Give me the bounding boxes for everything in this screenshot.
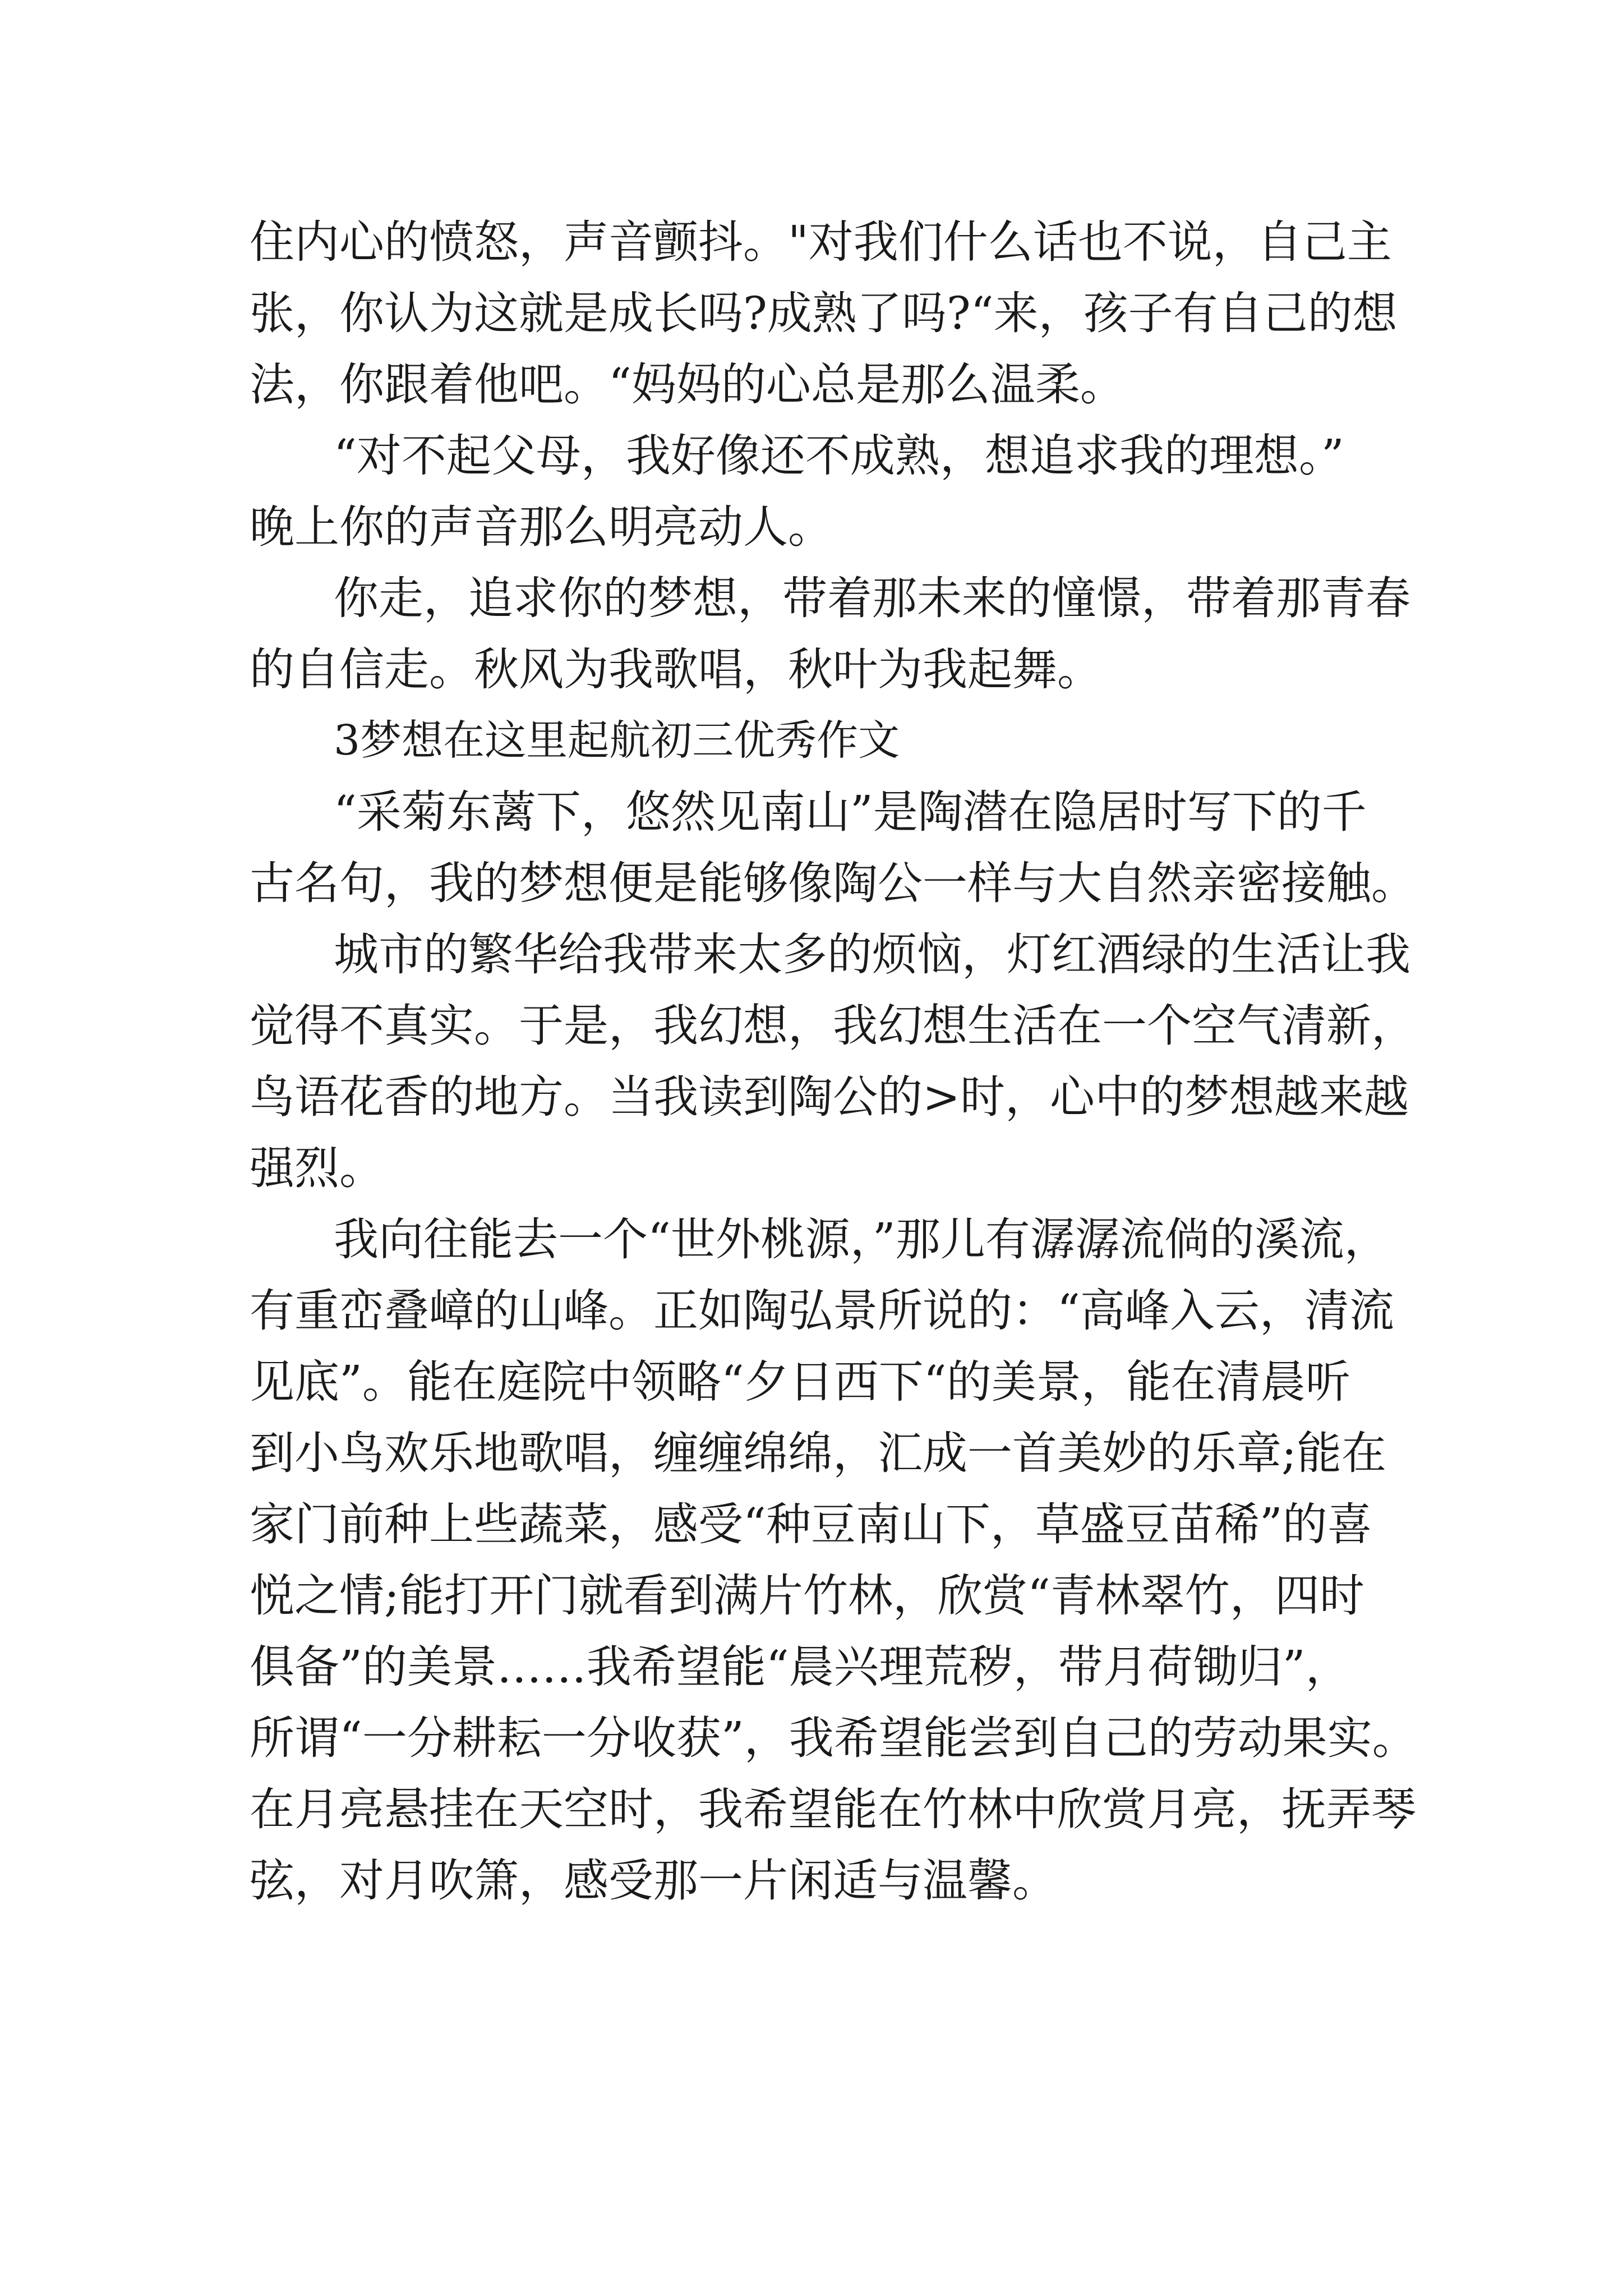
essay-body bbox=[250, 206, 1427, 1916]
text-line: 你走，追求你的梦想，带着那未来的憧憬，带着那青春 bbox=[334, 572, 1410, 624]
text-line: 古名句，我的梦想便是能够像陶公一样与大自然亲密接触。 bbox=[250, 857, 1416, 909]
text-line: 到小鸟欢乐地歌唱，缠缠绵绵，汇成一首美妙的乐章;能在 bbox=[250, 1427, 1386, 1479]
text-line: 强烈。 bbox=[250, 1142, 384, 1194]
text-line: “对不起父母，我好像还不成熟，想追求我的理想。” bbox=[334, 430, 1344, 482]
text-line: 鸟语花香的地方。当我读到陶公的>时，心中的梦想越来越 bbox=[250, 1071, 1409, 1123]
text-line: 法，你跟着他吧。“妈妈的心总是那么温柔。 bbox=[250, 358, 1125, 411]
text-line: 弦，对月吹箫，感受那一片闲适与温馨。 bbox=[250, 1855, 1057, 1907]
text-line: 觉得不真实。于是，我幻想，我幻想生活在一个空气清新， bbox=[250, 1000, 1416, 1052]
section-heading: 3梦想在这里起航初三优秀作文 bbox=[334, 716, 900, 765]
text-line: 的自信走。秋风为我歌唱，秋叶为我起舞。 bbox=[250, 643, 1102, 696]
text-line: “采菊东蓠下，悠然见南山”是陶潜在隐居时写下的千 bbox=[334, 786, 1367, 838]
text-line: 俱备”的美景……我希望能“晨兴理荒秽，带月荷锄归”， bbox=[250, 1641, 1350, 1693]
text-line: 悦之情;能打开门就看到满片竹林，欣赏“青林翠竹，四时 bbox=[250, 1570, 1364, 1622]
text-line: 所谓“一分耕耘一分收获”，我希望能尝到自己的劳动果实。 bbox=[250, 1712, 1417, 1764]
text-line: 住内心的愤怒，声音颤抖。"对我们什么话也不说，自己主 bbox=[250, 216, 1392, 268]
text-line: 见底”。能在庭院中领略“夕日西下“的美景，能在清晨听 bbox=[250, 1356, 1350, 1408]
text-line: 家门前种上些蔬菜，感受“种豆南山下，草盛豆苗稀”的喜 bbox=[250, 1498, 1372, 1550]
text-line: 有重峦叠嶂的山峰。正如陶弘景所说的：“高峰入云，清流 bbox=[250, 1285, 1394, 1337]
text-line: 张，你认为这就是成长吗?成熟了吗?“来，孩子有自己的想 bbox=[250, 287, 1398, 339]
text-line: 我向往能去一个“世外桃源，”那儿有潺潺流倘的溪流， bbox=[334, 1213, 1389, 1266]
text-line: 晚上你的声音那么明亮动人。 bbox=[250, 501, 833, 553]
text-line: 在月亮悬挂在天空时，我希望能在竹林中欣赏月亮，抚弄琴 bbox=[250, 1783, 1416, 1835]
text-line: 城市的繁华给我带来太多的烦恼，灯红酒绿的生活让我 bbox=[334, 928, 1410, 981]
